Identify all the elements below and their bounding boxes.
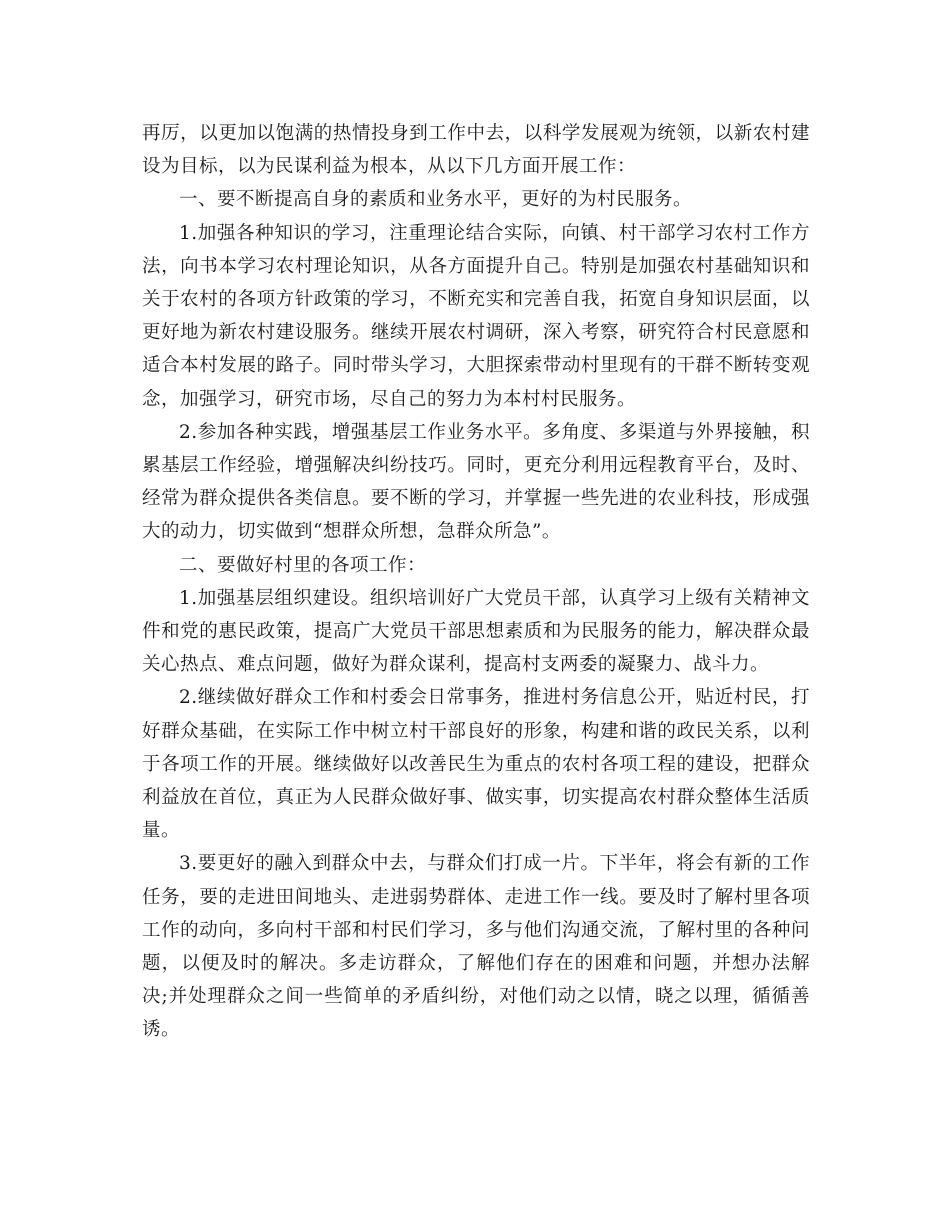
paragraph-item-2-1: 1.加强基层组织建设。组织培训好广大党员干部，认真学习上级有关精神文件和党的惠民政策，提高广大党员干部思想素质和为民服务的能力，解决群众最关心热点、难点问题，做好为群众谋利，提高村支两委的凝聚力、战斗力。 bbox=[142, 587, 810, 676]
paragraph-item-1-1: 1.加强各种知识的学习，注重理论结合实际，向镇、村干部学习农村工作方法，向书本学习农村理论知识，从各方面提升自己。特别是加强农村基础知识和关于农村的各项方针政策的学习，不断充实和完善自我，拓宽自身知识层面，以更好地为新农村建设服务。继续开展农村调研，深入考察，研究符合村民意愿和适合本村发展的路子。同时带头学习，大胆探索带动村里现有的干群不断转变观念，加强学习，研究市场，尽自己的努力为本村村民服务。 bbox=[142, 222, 810, 410]
paragraph-intro: 再厉，以更加以饱满的热情投身到工作中去，以科学发展观为统领，以新农村建设为目标，以为民谋利益为根本，从以下几方面开展工作： bbox=[142, 123, 810, 178]
paragraph-heading-two: 二、要做好村里的各项工作： bbox=[179, 554, 427, 576]
paragraph-heading-one: 一、要不断提高自身的素质和业务水平，更好的为村民服务。 bbox=[179, 189, 693, 211]
paragraph-item-2-2: 2.继续做好群众工作和村委会日常事务，推进村务信息公开，贴近村民，打好群众基础，在实际工作中树立村干部良好的形象，构建和谐的政民关系，以利于各项工作的开展。继续做好以改善民生为重点的农村各项工程的建设，把群众利益放在首位，真正为人民群众做好事、做实事，切实提高农村群众整体生活质量。 bbox=[142, 687, 810, 842]
document-body bbox=[142, 117, 810, 1047]
paragraph-item-1-2: 2.参加各种实践，增强基层工作业务水平。多角度、多渠道与外界接触，积累基层工作经验，增强解决纠纷技巧。同时，更充分利用远程教育平台，及时、经常为群众提供各类信息。要不断的学习，并掌握一些先进的农业科技，形成强大的动力，切实做到“想群众所想，急群众所急”。 bbox=[142, 421, 810, 543]
paragraph-item-2-3: 3.要更好的融入到群众中去，与群众们打成一片。下半年，将会有新的工作任务，要的走进田间地头、走进弱势群体、走进工作一线。要及时了解村里各项工作的动向，多向村干部和村民们学习，多与他们沟通交流，了解村里的各种问题，以便及时的解决。多走访群众，了解他们存在的困难和问题，并想办法解决;并处理群众之间一些简单的矛盾纠纷，对他们动之以情，晓之以理，循循善诱。 bbox=[142, 853, 810, 1041]
